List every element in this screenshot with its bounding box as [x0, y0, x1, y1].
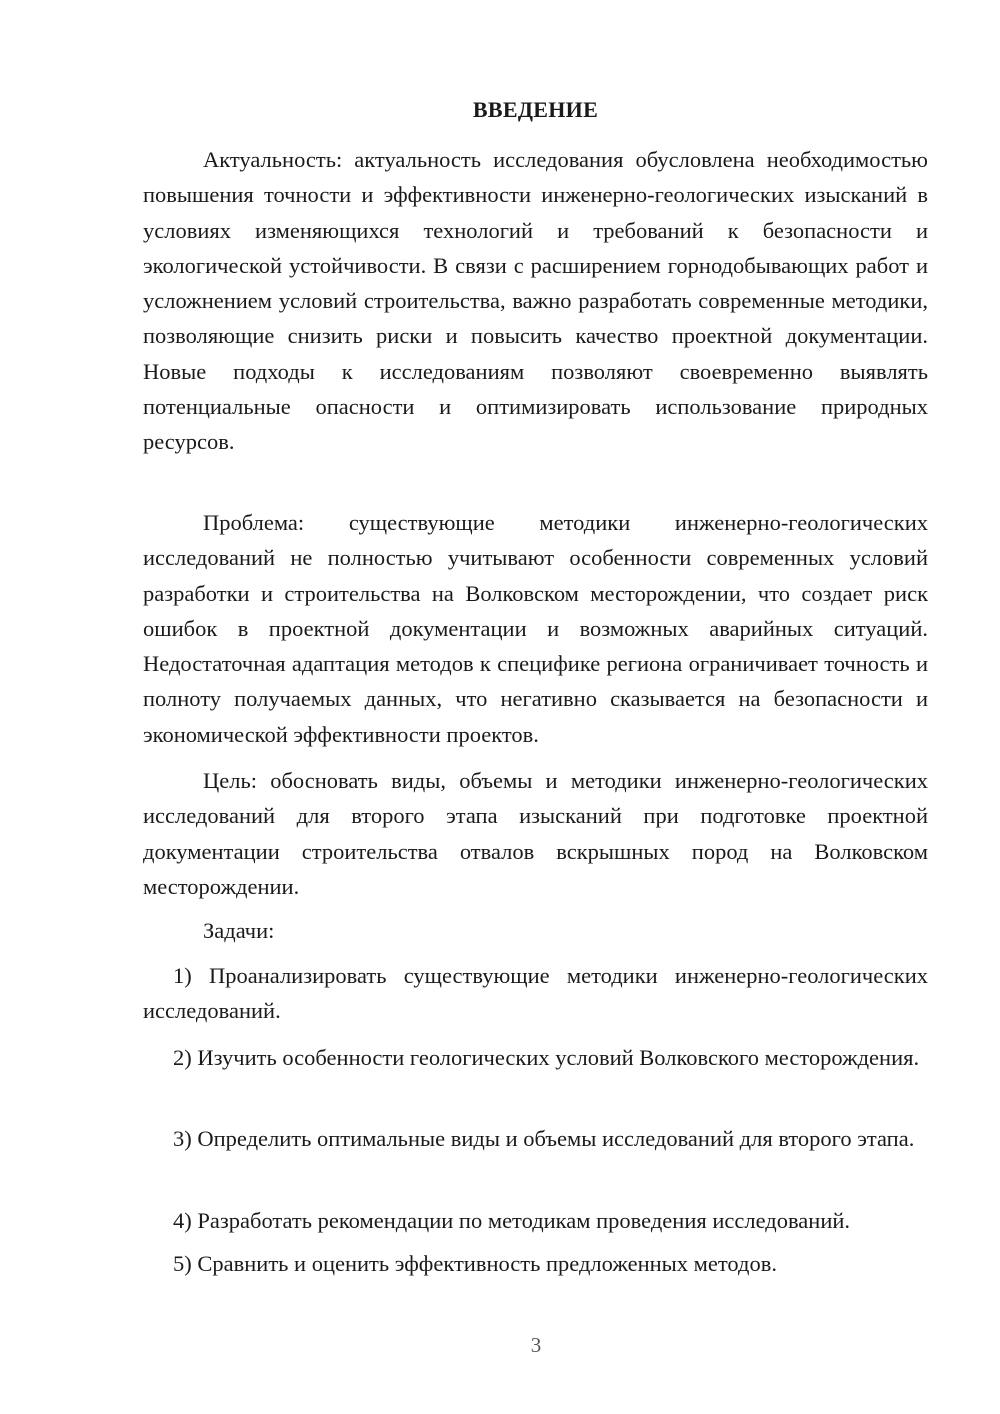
paragraph-goal: Цель: обосновать виды, объемы и методики инженерно-геологических исследований для второго этапа изысканий при подготовке проектной документации строительства отвалов вскрышных пород на Волковском месторождении. — [143, 768, 928, 899]
paragraph-relevance: Актуальность: актуальность исследования обусловлена необходимостью повышения точности и эффективности инженерно-геологических изысканий в условиях изменяющихся технологий и требований к безопасности и экологической устойчивости. В связи с расширением горнодобывающих работ и усложнением условий строительства, важно разработать современные методики, позволяющие снизить риски и повысить качество проектной документации. Новые подходы к исследованиям позволяют своевременно выявлять потенциальные опасности и оптимизировать использование природных ресурсов. — [143, 147, 928, 455]
task-item-5: 5) Сравнить и оценить эффективность предложенных методов. — [173, 1251, 777, 1276]
page-number: 3 — [530, 1333, 542, 1357]
tasks-heading: Задачи: — [203, 918, 275, 943]
task-item-1: 1) Проанализировать существующие методики инженерно-геологических исследований. — [143, 963, 928, 1024]
paragraph-problem: Проблема: существующие методики инженерно-геологических исследований не полностью учитывают особенности современных условий разработки и строительства на Волковском месторождении, что создает риск ошибок в проектной документации и возможных аварийных ситуаций. Недостаточная адаптация методов к специфике региона ограничивает точность и полноту получаемых данных, что негативно сказывается на безопасности и экономической эффективности проектов. — [143, 510, 928, 747]
task-item-3: 3) Определить оптимальные виды и объемы исследований для второго этапа. — [173, 1126, 915, 1151]
task-item-2: 2) Изучить особенности геологических условий Волковского месторождения. — [173, 1045, 920, 1070]
section-title: ВВЕДЕНИЕ — [472, 97, 599, 122]
task-item-4: 4) Разработать рекомендации по методикам проведения исследований. — [173, 1208, 851, 1233]
